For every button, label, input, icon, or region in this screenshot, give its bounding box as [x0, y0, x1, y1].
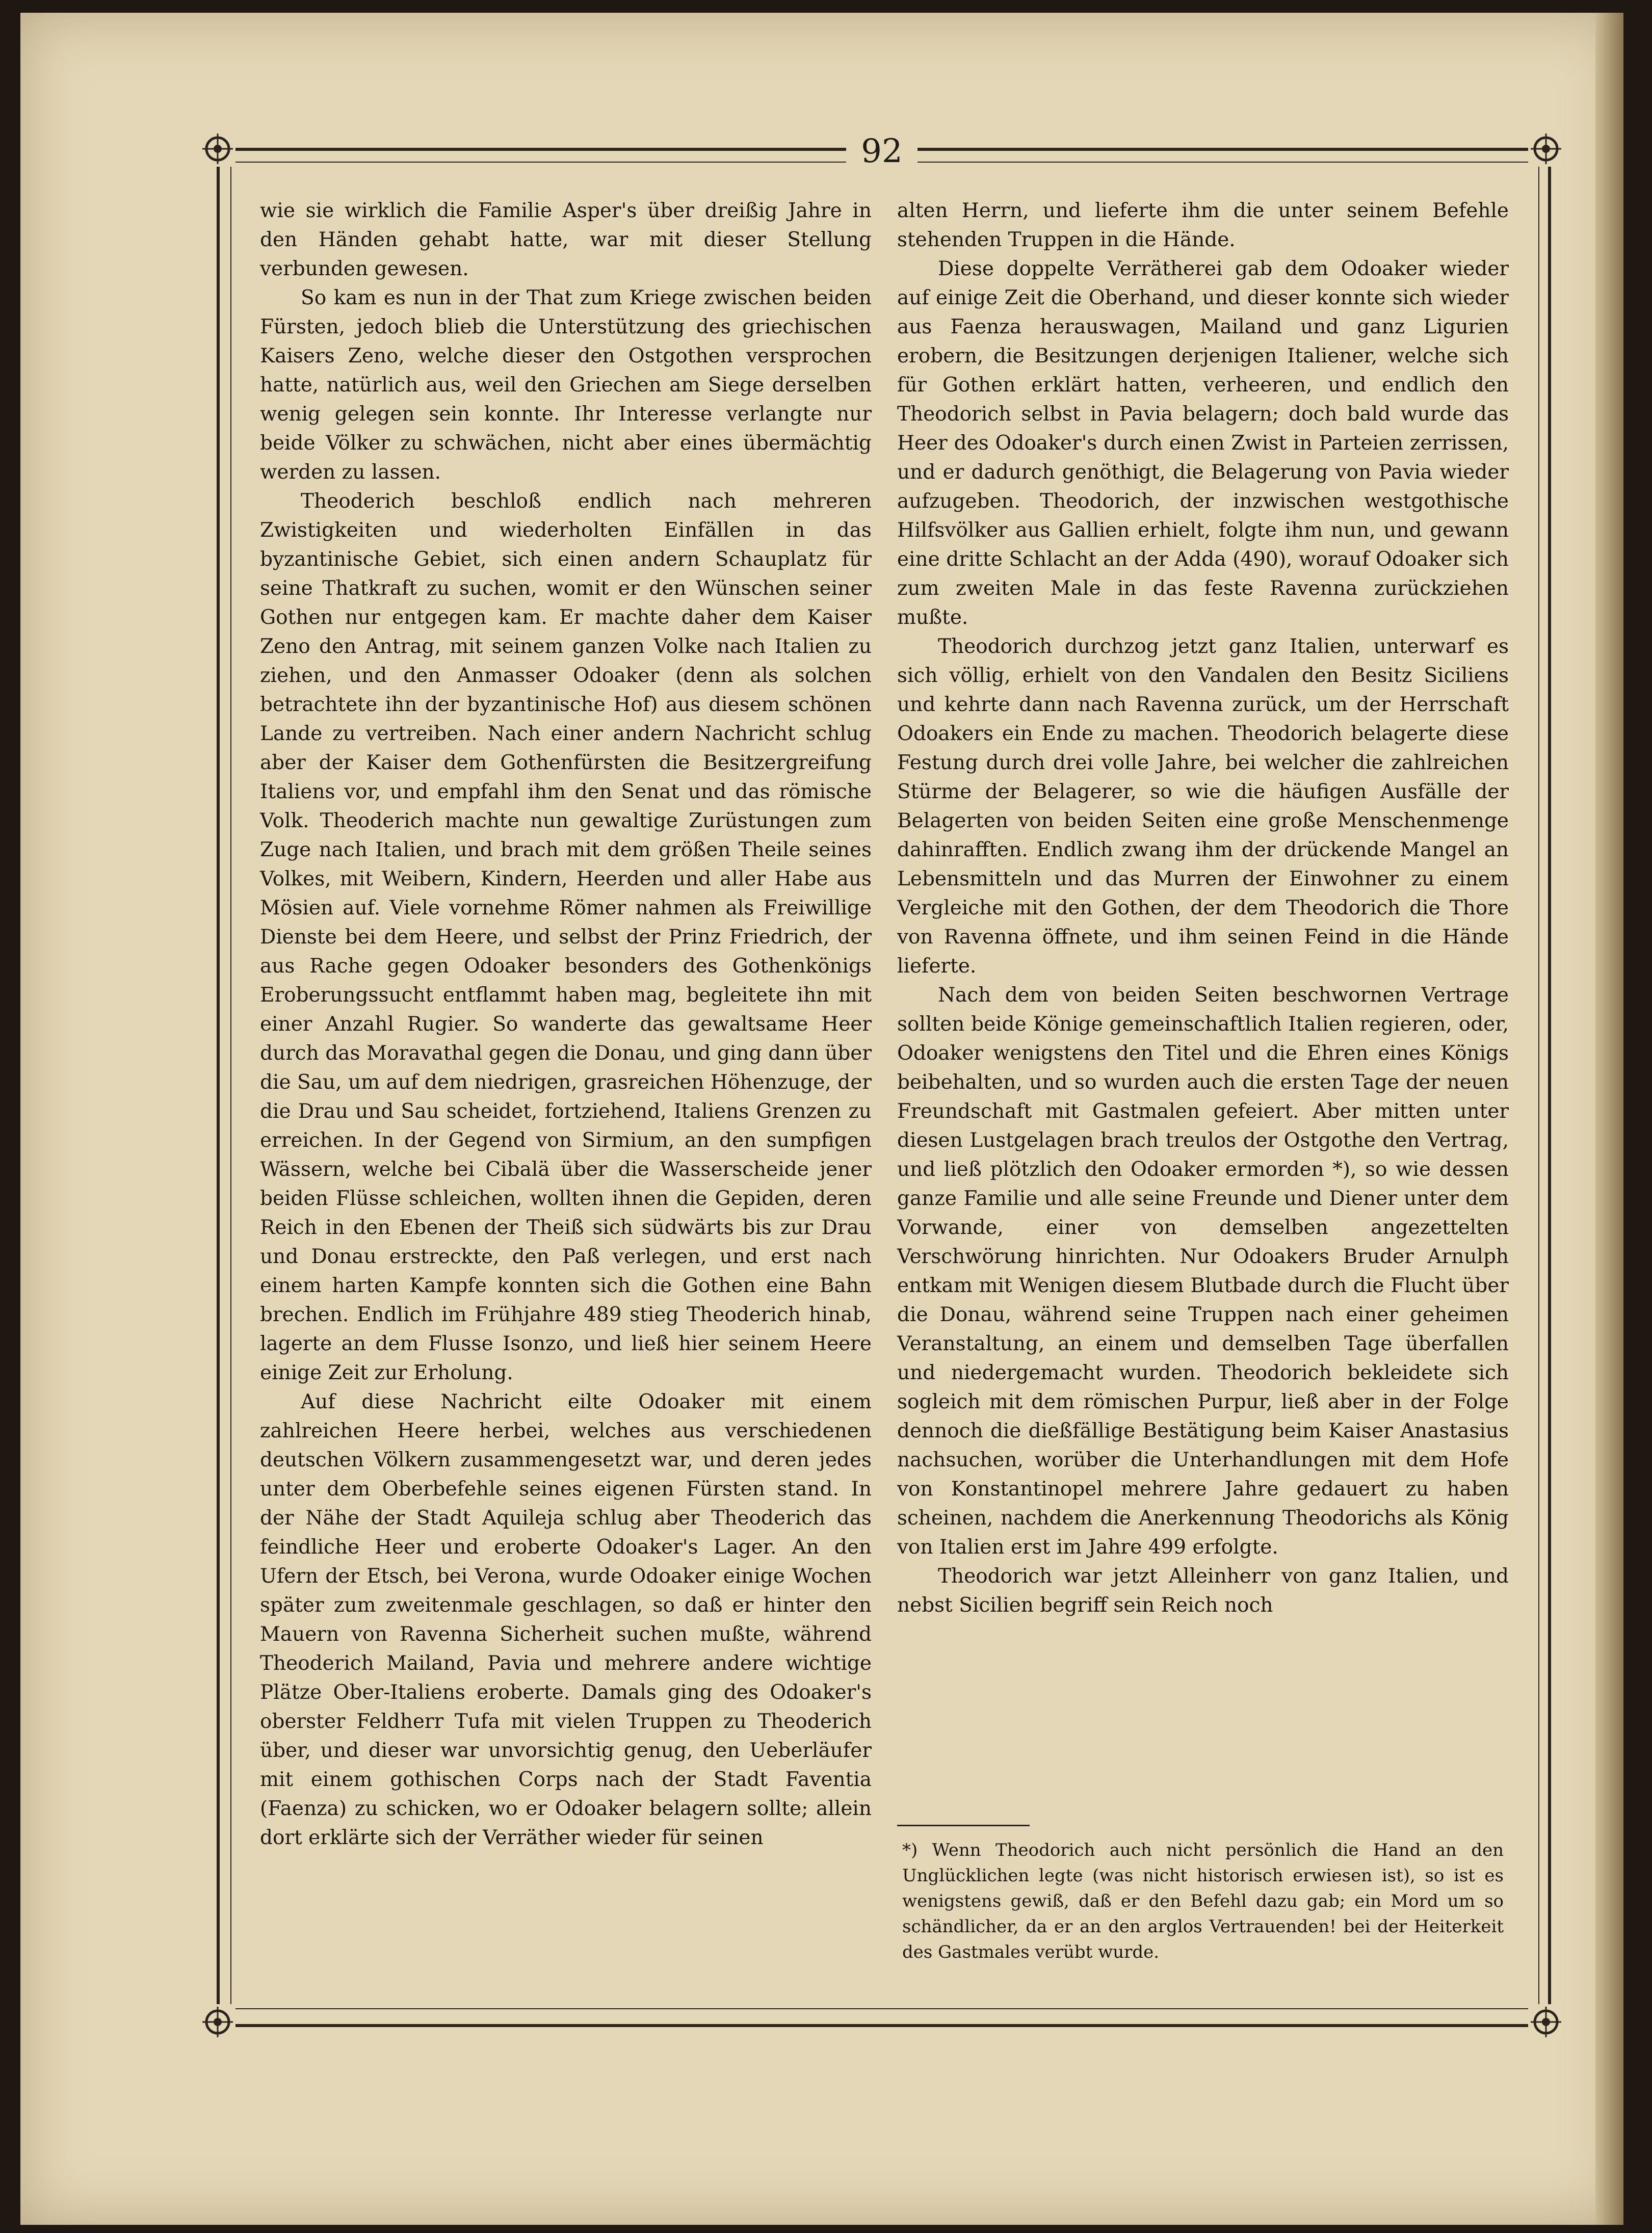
corner-ornament-icon: [200, 131, 235, 167]
paragraph: Diese doppelte Verrätherei gab dem Odoaker wieder auf einige Zeit die Oberhand, und dieser konnte sich wieder aus Faenza herauswagen, Mailand und ganz Ligurien erobern, die Besitzungen derjenigen Italiener, welche sich für Gothen erklärt hatten, verheeren, und endlich den Theodorich selbst in Pavia belagern; doch bald wurde das Heer des Odoaker's durch einen Zwist in Parteien zerrissen, und er dadurch genöthigt, die Belagerung von Pavia wieder aufzugeben. Theodorich, der inzwischen westgothische Hilfsvölker aus Gallien erhielt, folgte ihm nun, und gewann eine dritte Schlacht an der Adda (490), worauf Odoaker sich zum zweiten Male in das feste Ravenna zurückziehen mußte.: [897, 257, 1509, 629]
paragraph: Theoderich beschloß endlich nach mehreren Zwistigkeiten und wiederholten Einfällen in das byzantinische Gebiet, sich einen andern Schauplatz für seine Thatkraft zu suchen, womit er den Wünschen seiner Gothen nur entgegen kam. Er machte daher dem Kaiser Zeno den Antrag, mit seinem ganzen Volke nach Italien zu ziehen, und den Anmasser Odoaker (denn als solchen betrachtete ihn der byzantinische Hof) aus diesem schönen Lande zu vertreiben. Nach einer andern Nachricht schlug aber der Kaiser dem Gothenfürsten die Besitzergreifung Italiens vor, und empfahl ihm den Senat und das römische Volk. Theoderich machte nun gewaltige Zurüstungen zum Zuge nach Italien, und brach mit dem größen Theile seines Volkes, mit Weibern, Kindern, Heerden und aller Habe aus Mösien auf. Viele vornehme Römer nahmen als Freiwillige Dienste bei dem Heere, und selbst der Prinz Friedrich, der aus Rache gegen Odoaker besonders des Gothenkönigs Eroberungssucht entflammt haben mag, begleitete ihn mit einer Anzahl Rugier. So wanderte das gewaltsame Heer durch das Moravathal gegen die Donau, und ging dann über die Sau, um auf dem niedrigen, grasreichen Höhenzuge, der die Drau und Sau scheidet, fortziehend, Italiens Grenzen zu erreichen. In der Gegend von Sirmium, an den sumpfigen Wässern, welche bei Cibalä über die Wasserscheide jener beiden Flüsse schleichen, wollten ihnen die Gepiden, deren Reich in den Ebenen der Theiß sich südwärts bis zur Drau und Donau erstreckte, den Paß verlegen, und erst nach einem harten Kampfe konnten sich die Gothen eine Bahn brechen. Endlich im Frühjahre 489 stieg Theoderich hinab, lagerte an dem Flusse Isonzo, und ließ hier seinem Heere einige Zeit zur Erholung.: [260, 490, 872, 1384]
corner-ornament-icon: [200, 2004, 235, 2040]
corner-ornament-icon: [1528, 2004, 1564, 2040]
paragraph: Nach dem von beiden Seiten beschwornen Vertrage sollten beide Könige gemeinschaftlich Italien regieren, oder, Odoaker wenigstens den Titel und die Ehren eines Königs beibehalten, und so wurden auch die ersten Tage der neuen Freundschaft mit Gastmalen gefeiert. Aber mitten unter diesen Lustgelagen brach treulos der Ostgothe den Vertrag, und ließ plötzlich den Odoaker ermorden *), so wie dessen ganze Familie und alle seine Freunde und Diener unter dem Vorwande, einer von demselben angezettelten Verschwörung hinrichten. Nur Odoakers Bruder Arnulph entkam mit Wenigen diesem Blutbade durch die Flucht über die Donau, während seine Truppen nach einer geheimen Veranstaltung, an einem und demselben Tage überfallen und niedergemacht wurden. Theodorich bekleidete sich sogleich mit dem römischen Purpur, ließ aber in der Folge dennoch die dießfällige Bestätigung beim Kaiser Anastasius nachsuchen, worüber die Unterhandlungen mit dem Hofe von Konstantinopel mehrere Jahre gedauert zu haben scheinen, nachdem die Anerkennung Theodorichs als König von Italien erst im Jahre 499 erfolgte.: [897, 984, 1509, 1559]
page-number: 92: [846, 133, 917, 170]
page: [20, 13, 1623, 2225]
paragraph: Theodorich war jetzt Alleinherr von ganz Italien, und nebst Sicilien begriff sein Reich noch: [897, 1565, 1509, 1617]
left-column: [260, 196, 872, 1852]
book-spine: [1595, 13, 1623, 2225]
footnote: *) Wenn Theodorich auch nicht persönlich die Hand an den Unglücklichen legte (was nicht historisch erwiesen ist), so ist es wenigstens gewiß, daß er den Befehl dazu gab; ein Mord um so schändlicher, da er an den arglos Vertrauenden! bei der Heiterkeit des Gastmales verübt wurde.: [902, 1840, 1504, 1962]
paragraph: alten Herrn, und lieferte ihm die unter seinem Befehle stehenden Truppen in die Hände.: [897, 199, 1509, 251]
footnote-divider: [897, 1825, 1030, 1826]
corner-ornament-icon: [1528, 131, 1564, 167]
right-column: [897, 196, 1509, 1620]
paragraph: wie sie wirklich die Familie Asper's über dreißig Jahre in den Händen gehabt hatte, war mit dieser Stellung verbunden gewesen.: [260, 199, 872, 280]
paragraph: Auf diese Nachricht eilte Odoaker mit einem zahlreichen Heere herbei, welches aus verschiedenen deutschen Völkern zusammengesetzt war, und deren jedes unter dem Oberbefehle seines eigenen Fürsten stand. In der Nähe der Stadt Aquileja schlug aber Theoderich das feindliche Heer und eroberte Odoaker's Lager. An den Ufern der Etsch, bei Verona, wurde Odoaker einige Wochen später zum zweitenmale geschlagen, so daß er hinter den Mauern von Ravenna Sicherheit suchen mußte, während Theoderich Mailand, Pavia und mehrere andere wichtige Plätze Ober-Italiens eroberte. Damals ging des Odoaker's oberster Feldherr Tufa mit vielen Truppen zu Theoderich über, und dieser war unvorsichtig genug, den Ueberläufer mit einem gothischen Corps nach der Stadt Faventia (Faenza) zu schicken, wo er Odoaker belagern sollte; allein dort erklärte sich der Verräther wieder für seinen: [260, 1390, 872, 1849]
paragraph: Theodorich durchzog jetzt ganz Italien, unterwarf es sich völlig, erhielt von den Vandalen den Besitz Siciliens und kehrte dann nach Ravenna zurück, um der Herrschaft Odoakers ein Ende zu machen. Theodorich belagerte diese Festung durch drei volle Jahre, bei welcher die zahlreichen Stürme der Belagerer, so wie die häufigen Ausfälle der Belagerten von beiden Seiten eine große Menschenmenge dahinrafften. Endlich zwang ihm der drückende Mangel an Lebensmitteln und das Murren der Einwohner zu einem Vergleiche mit den Gothen, der dem Theodorich die Thore von Ravenna öffnete, und ihm seinen Feind in die Hände lieferte.: [897, 635, 1509, 978]
paragraph: So kam es nun in der That zum Kriege zwischen beiden Fürsten, jedoch blieb die Unterstützung des griechischen Kaisers Zeno, welche dieser den Ostgothen versprochen hatte, natürlich aus, weil den Griechen am Siege derselben wenig gelegen sein konnte. Ihr Interesse verlangte nur beide Völker zu schwächen, nicht aber eines übermächtig werden zu lassen.: [260, 286, 872, 484]
